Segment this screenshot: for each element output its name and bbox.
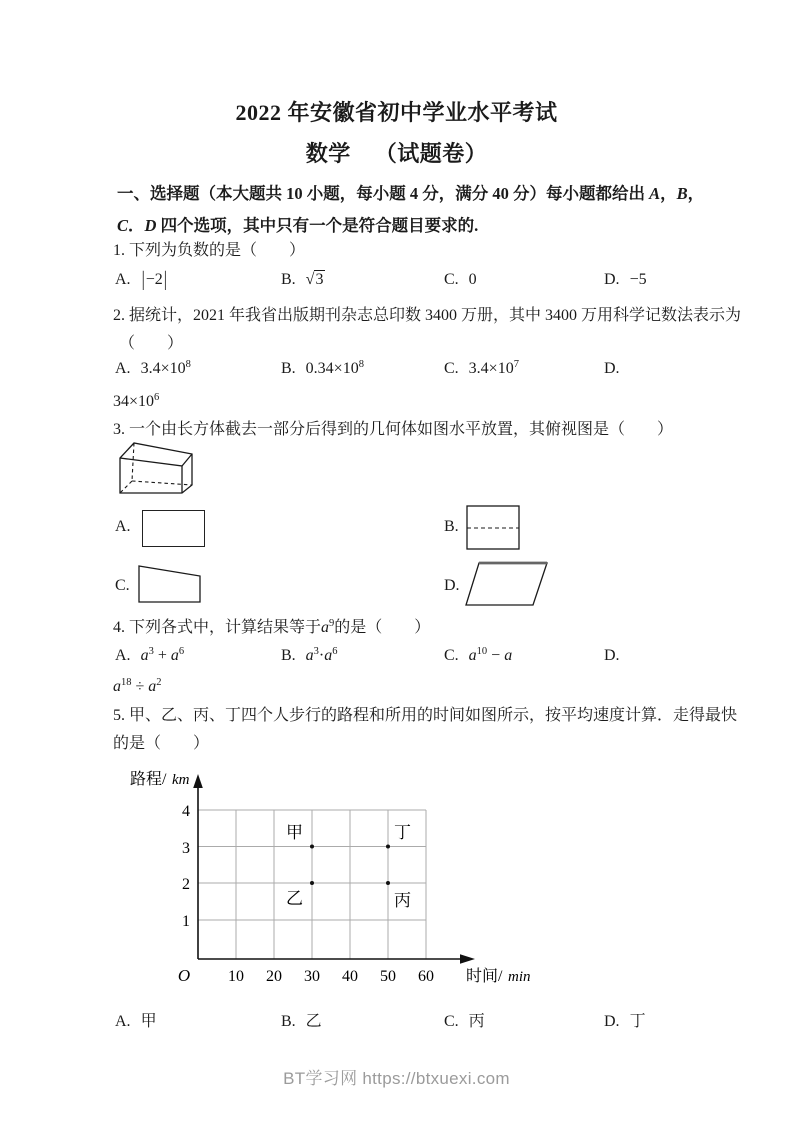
xtick-50: 50	[380, 968, 396, 985]
q3-solid-figure	[112, 439, 214, 511]
x-axis-title-cn: 时间/	[466, 968, 503, 985]
q5-stem-line1: 5. 甲、乙、丙、丁四个人步行的路程和所用的时间如图所示，按平均速度计算．走得最快	[113, 707, 738, 724]
q3-option-b-shape	[460, 500, 530, 555]
q5-option-d: D. 丁	[604, 1013, 646, 1030]
q2-stem-line1: 2. 据统计，2021 年我省出版期刊杂志总印数 3400 万册，其中 3400 万用科学记数法表示为	[113, 307, 742, 324]
q4-options-row	[0, 647, 793, 671]
y-axis-title-cn: 路程/	[130, 771, 167, 788]
hidden-edges	[120, 443, 192, 493]
subject-label: 数学	[305, 141, 351, 166]
xtick-60: 60	[418, 968, 434, 985]
q5-stem-line2: 的是（ ）	[113, 735, 210, 752]
q5-options-row	[0, 1008, 793, 1032]
point-label-yi: 乙	[286, 889, 303, 908]
q2-stem-line2: （ ）	[119, 335, 184, 352]
ytick-2: 2	[182, 876, 190, 893]
q5-option-a: A. 甲	[115, 1013, 157, 1030]
q4-option-d-value: $a^{18} \div a^2$	[113, 677, 162, 695]
y-axis-arrow	[193, 774, 203, 788]
section-intro-line1: 一、选择题（本大题共 10 小题，每小题 4 分，满分 40 分）每小题都给出 A，B，	[117, 184, 705, 203]
xtick-40: 40	[342, 968, 358, 985]
q4-option-a: A. $a^3 + a^6$	[115, 646, 185, 664]
q2-option-d-value: $34\times 10^6$	[113, 392, 160, 410]
xtick-20: 20	[266, 968, 282, 985]
ytick-3: 3	[182, 840, 190, 857]
q5-option-c: C. 丙	[444, 1013, 485, 1030]
paper-type-label: （试题卷）	[374, 141, 488, 166]
chart-axes	[198, 786, 462, 959]
site-watermark: BT学习网 https://btxuexi.com	[283, 1069, 510, 1088]
q5-option-b: B. 乙	[281, 1013, 322, 1030]
q5-distance-time-chart	[128, 762, 538, 994]
q4-option-c: C. $a^{10} - a$	[444, 646, 513, 664]
q3-option-a-label: A.	[115, 518, 131, 535]
q1-option-a: A. |−2|	[115, 267, 167, 291]
q4-stem: 4. 下列各式中，计算结果等于$a^9$的是（ ）	[113, 618, 431, 636]
page-subtitle	[0, 137, 793, 168]
q2-option-b: B. $0.34\times 10^8$	[281, 359, 364, 377]
section-intro-line2: C．D 四个选项，其中只有一个是符合题目要求的.	[117, 216, 479, 235]
ytick-1: 1	[182, 913, 190, 930]
q1-option-d: D. −5	[604, 271, 647, 288]
q1-option-b: B. √3	[281, 271, 324, 288]
point-label-ding: 丁	[394, 823, 411, 842]
q3-option-d-label: D.	[444, 577, 460, 594]
point-label-jia: 甲	[286, 823, 303, 842]
q3-option-b-label: B.	[444, 518, 459, 535]
q2-option-c: C. $3.4\times 10^7$	[444, 359, 519, 377]
q2-option-d: D.	[604, 360, 620, 377]
origin-label: O	[177, 966, 191, 985]
q3-option-a-shape	[142, 510, 205, 547]
q1-stem: 1. 下列为负数的是（ ）	[113, 242, 306, 259]
x-axis-arrow	[460, 954, 475, 964]
solid-edges	[120, 443, 192, 493]
q1-options-row	[0, 267, 793, 295]
q3-option-d-shape	[455, 555, 565, 611]
q1-option-c: C. 0	[444, 271, 477, 288]
y-axis-title-unit: km	[172, 772, 190, 788]
point-label-bing: 丙	[394, 891, 411, 910]
q4-option-b: B. $a^3\cdot a^6$	[281, 646, 338, 664]
q2-options-row	[0, 360, 793, 384]
q3-option-c-shape	[132, 560, 212, 608]
ytick-4: 4	[182, 803, 190, 820]
x-axis-title-unit: min	[508, 969, 531, 985]
q3-option-c-label: C.	[115, 577, 130, 594]
q4-option-d: D.	[604, 647, 620, 664]
xtick-30: 30	[304, 968, 320, 985]
q3-stem: 3. 一个由长方体截去一部分后得到的几何体如图水平放置，其俯视图是（ ）	[113, 421, 674, 438]
q2-option-a: A. $3.4\times 10^8$	[115, 359, 191, 377]
xtick-10: 10	[228, 968, 244, 985]
page-title: 2022 年安徽省初中学业水平考试	[235, 100, 558, 125]
